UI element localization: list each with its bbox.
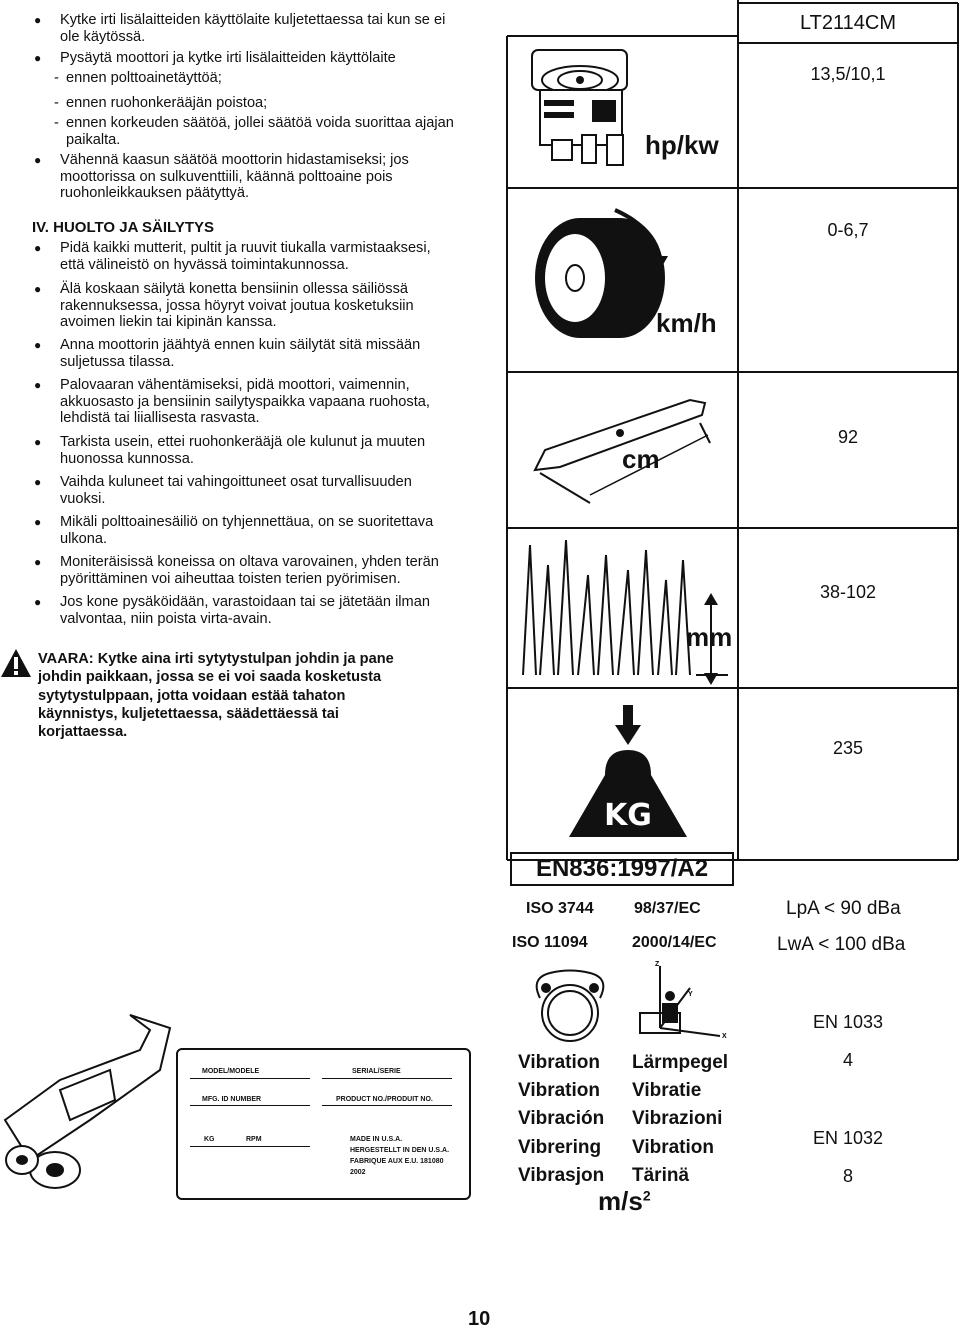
bullet-icon: ● [34,338,42,352]
en1032-label: EN 1032 [812,1128,884,1148]
power-value: 13,5/10,1 [810,64,886,84]
standard-label: EN836:1997/A2 [510,852,734,886]
vib-unit-exp: 2 [642,1187,651,1204]
bullet-text: Jos kone pysäköidään, varastoidaan tai se jätetään ilman valvontaa, niin poista virta-avain. [60,594,430,627]
bullet-item [34,377,456,427]
wheel-icon [520,198,670,348]
vib-word-left: Vibrering [518,1137,602,1158]
bullet-icon: ● [34,595,42,609]
blade-icon [530,395,715,505]
bullet-text: Älä koskaan säilytä konetta bensiinin ollessa säiliössä rakennuksessa, jossa höyryt voivat joutua kosketuksiin avoimen liekin tai kipinän kanssa. [60,281,414,331]
plate-line [190,1146,310,1147]
cut-width-value: 92 [837,427,859,447]
vib-word-right: Vibratie [632,1080,702,1101]
plate-rpm: RPM [246,1136,262,1143]
bullet-item [34,281,456,331]
page-number: 10 [468,1308,491,1330]
model-number: LT2114CM [800,12,896,34]
bullet-text: Mikäli polttoainesäiliö on tyhjennettäua, on se suoritettava ulkona. [60,514,434,547]
bullet-text: Moniteräisissä koneissa on oltava varovainen, yhden terän pyörittäminen voi aiheuttaa toisten terien pyörimisen. [60,554,439,587]
vib-word-right: Tärinä [632,1165,690,1186]
plate-made-4: 2002 [350,1169,366,1176]
weight-value: 235 [832,738,864,758]
bullet-text: Anna moottorin jäähtyä ennen kuin säilytät sitä missään suljetussa tilassa. [60,337,421,370]
vib-unit-base: m/s [598,1186,643,1216]
bullet-text: Pidä kaikki mutterit, pultit ja ruuvit tiukalla varmistaaksesi, että välineistö on hyvässä toimintakunnossa. [60,240,431,273]
directive-2000-14: 2000/14/EC [632,934,717,951]
axis-x-label: X [722,1033,727,1040]
lpa-value: LpA < 90 dBa [786,898,901,919]
bullet-item [34,337,456,370]
vib-word-left: Vibrasjon [518,1165,605,1186]
bullet-item [34,12,456,45]
power-unit: hp/kw [645,130,719,160]
bullet-icon: ● [34,555,42,569]
vibration-unit [598,1186,651,1217]
warning-text: VAARA: Kytke aina irti sytytystulpan johdin ja pane johdin paikkaan, jossa se ei voi saada kosketusta sytytystulppaan, jotta voidaan estää tahaton käynnistys, kuljetettaessa, säädettäessä tai korjattaessa. [38,651,394,741]
bullet-icon: ● [34,241,42,255]
directive-98-37: 98/37/EC [634,900,701,917]
bullet-icon: ● [34,51,42,65]
cut-width-unit: cm [622,444,660,474]
bullet-item [34,594,456,627]
speed-unit: km/h [656,308,717,338]
bullet-item [34,514,456,547]
bullet-icon: ● [34,378,42,392]
sub-item-text: ennen polttoainetäyttöä; [66,70,222,86]
bullet-item [34,434,456,467]
plate-product-no: PRODUCT NO./PRODUIT NO. [336,1096,433,1103]
bullet-text: Kytke irti lisälaitteiden käyttölaite kuljetettaessa tai kun se ei ole käytössä. [60,12,446,45]
vib-word-left: Vibration [518,1080,600,1101]
plate-line [190,1078,310,1079]
mower-illustration [0,1010,175,1200]
speed-value: 0-6,7 [827,220,869,240]
plate-made-3: FABRIQUE AUX E.U. 181080 [350,1158,444,1165]
bullet-text: Vaihda kuluneet tai vahingoittuneet osat turvallisuuden vuoksi. [60,474,412,507]
bullet-text: Pysäytä moottori ja kytke irti lisälaitteiden käyttölaite [60,50,396,66]
vib-word-right: Vibration [632,1137,714,1158]
bullet-icon: ● [34,515,42,529]
cut-height-value: 38-102 [819,582,877,602]
sub-item: - ennen korkeuden säätöä, jollei säätöä voida suorittaa ajajan paikalta. [54,115,454,148]
en1033-label: EN 1033 [812,1012,884,1032]
plate-serial: SERIAL/SERIE [352,1068,401,1075]
plate-line [322,1105,452,1106]
sub-item-text: ennen korkeuden säätöä, jollei säätöä voida suorittaa ajajan paikalta. [66,115,454,148]
grass-height-icon [518,535,733,690]
bullet-item [34,474,456,507]
warning-triangle-icon [0,648,32,678]
bullet-icon: ● [34,13,42,27]
axis-z-label: Z [655,961,660,968]
plate-made-1: MADE IN U.S.A. [350,1136,403,1143]
iso-3744: ISO 3744 [526,900,594,917]
en1032-value: 8 [842,1166,853,1186]
plate-kg: KG [204,1136,215,1143]
bullet-icon: ● [34,435,42,449]
bullet-item [34,240,456,273]
plate-line [322,1078,452,1079]
axis-y-label: Y [688,991,693,998]
bullet-item [34,50,456,67]
weight-label: KG [604,798,652,833]
plate-line [190,1105,310,1106]
bullet-text: Tarkista usein, ettei ruohonkerääjä ole kulunut ja muuten huonossa kunnossa. [60,434,426,467]
sub-item: - ennen ruohonkerääjän poistoa; [54,95,268,111]
vib-word-left: Vibration [518,1052,600,1073]
lwa-value: LwA < 100 dBa [777,934,906,955]
vib-word-right: Lärmpegel [632,1052,729,1073]
section-heading: IV. HUOLTO JA SÄILYTYS [32,219,214,236]
bullet-icon: ● [34,282,42,296]
bullet-text: Palovaaran vähentämiseksi, pidä moottori, vaimennin, akkuosasto ja bensiinin sailytyspaikka vapaana ruohosta, lehdistä tai liiallisesta rasvasta. [60,377,430,427]
vibration-icon [510,958,740,1048]
bullet-icon: ● [34,153,42,167]
weight-icon [565,705,691,845]
sub-item-text: ennen ruohonkerääjän poistoa; [66,95,268,111]
plate-mfg-id: MFG. ID NUMBER [202,1096,262,1103]
engine-icon [522,40,638,170]
bullet-item [34,554,456,587]
iso-11094: ISO 11094 [512,934,588,951]
plate-made-2: HERGESTELLT IN DEN U.S.A. [350,1147,450,1154]
sub-item: - ennen polttoainetäyttöä; [54,70,222,86]
bullet-icon: ● [34,475,42,489]
bullet-item [34,152,456,202]
bullet-text: Vähennä kaasun säätöä moottorin hidastamiseksi; jos moottorissa on sulkuventtiili, käännä polttoaine pois ruohonleikkauksen päätyttyä. [60,152,409,202]
en1033-value: 4 [842,1050,853,1070]
plate-model: MODEL/MODELE [202,1068,260,1075]
cut-height-unit: mm [686,622,733,652]
vib-word-left: Vibración [518,1108,605,1129]
vib-word-right: Vibrazioni [632,1108,723,1129]
